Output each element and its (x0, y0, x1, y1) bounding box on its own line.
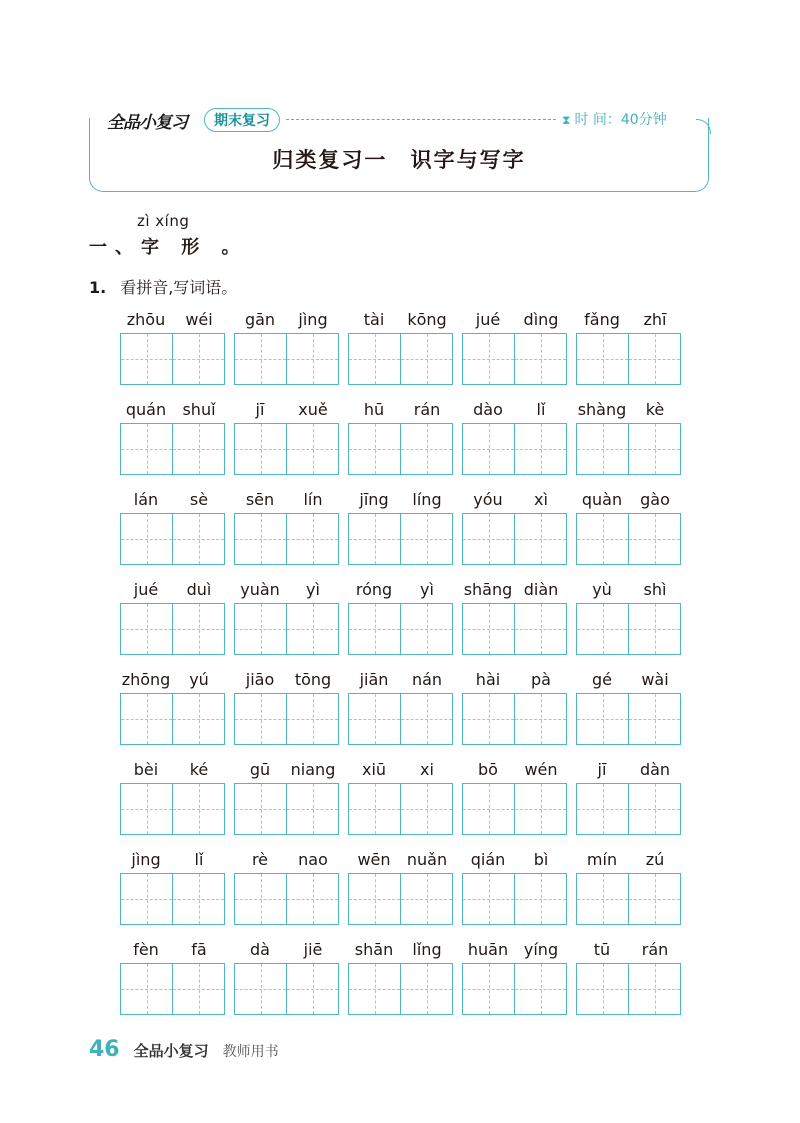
tianzige-box[interactable] (120, 963, 225, 1015)
writing-cell[interactable] (349, 334, 400, 384)
writing-cell[interactable] (577, 424, 628, 474)
writing-cell[interactable] (121, 424, 172, 474)
pinyin-syllable: shān (354, 940, 394, 959)
writing-cell[interactable] (577, 514, 628, 564)
pinyin-pair (120, 850, 225, 874)
tianzige-box[interactable] (234, 783, 339, 835)
pinyin-syllable: bì (533, 850, 549, 869)
writing-cell[interactable] (349, 424, 400, 474)
pinyin-pair (576, 490, 681, 514)
writing-cell[interactable] (172, 694, 224, 744)
pinyin-pair (234, 400, 339, 424)
pinyin-pair (234, 310, 339, 334)
writing-cell[interactable] (514, 604, 566, 654)
writing-cell[interactable] (286, 874, 338, 924)
writing-cell[interactable] (514, 334, 566, 384)
writing-cell[interactable] (514, 694, 566, 744)
pinyin-syllable: yù (592, 580, 612, 599)
pinyin-syllable: ké (189, 760, 209, 779)
pinyin-syllable: shuǐ (182, 400, 216, 419)
tianzige-box[interactable] (576, 873, 681, 925)
pinyin-syllable: jìng (131, 850, 161, 869)
pinyin-syllable: jiē (303, 940, 323, 959)
writing-cell[interactable] (628, 784, 680, 834)
pinyin-syllable: zhī (643, 310, 667, 329)
pinyin-pair (462, 760, 567, 784)
pinyin-pair (120, 400, 225, 424)
tianzige-box[interactable] (234, 333, 339, 385)
pinyin-syllable: mín (586, 850, 618, 869)
writing-cell[interactable] (463, 874, 514, 924)
writing-cell[interactable] (628, 874, 680, 924)
pinyin-syllable: rè (251, 850, 269, 869)
writing-cell[interactable] (121, 334, 172, 384)
pinyin-syllable: lǐng (412, 940, 442, 959)
tianzige-box[interactable] (576, 783, 681, 835)
writing-cell[interactable] (235, 514, 286, 564)
tianzige-box[interactable] (462, 603, 567, 655)
writing-cell[interactable] (235, 334, 286, 384)
tianzige-box[interactable] (348, 783, 453, 835)
pinyin-syllable: xiū (361, 760, 387, 779)
pinyin-pair (120, 760, 225, 784)
tianzige-box[interactable] (348, 963, 453, 1015)
pinyin-syllable: lǐ (194, 850, 204, 869)
pinyin-syllable: kōng (407, 310, 447, 329)
tianzige-box[interactable] (462, 513, 567, 565)
pinyin-syllable: yì (306, 580, 320, 599)
writing-cell[interactable] (577, 334, 628, 384)
pinyin-syllable: jīng (359, 490, 389, 509)
writing-cell[interactable] (349, 694, 400, 744)
writing-cell[interactable] (400, 694, 452, 744)
hourglass-icon: ⧗ (562, 113, 571, 127)
pinyin-pair (120, 580, 225, 604)
writing-cell[interactable] (400, 514, 452, 564)
pinyin-syllable: wéi (185, 310, 213, 329)
writing-cell[interactable] (286, 424, 338, 474)
writing-cell[interactable] (514, 964, 566, 1014)
chapter-title: 归类复习一 识字与写字 (272, 147, 526, 172)
pinyin-pair (120, 310, 225, 334)
writing-cell[interactable] (121, 604, 172, 654)
writing-cell[interactable] (628, 514, 680, 564)
writing-cell[interactable] (172, 334, 224, 384)
pinyin-syllable: lín (303, 490, 323, 509)
section-heading: 一、字 形 。 (89, 237, 248, 258)
pinyin-syllable: sēn (245, 490, 275, 509)
writing-cell[interactable] (577, 784, 628, 834)
pinyin-pair (462, 400, 567, 424)
pinyin-syllable: dào (473, 400, 503, 419)
writing-cell[interactable] (400, 874, 452, 924)
pinyin-pair (120, 940, 225, 964)
writing-cell[interactable] (463, 784, 514, 834)
pinyin-pair (348, 760, 453, 784)
pinyin-syllable: niang (290, 760, 336, 779)
pinyin-syllable: lǐ (536, 400, 546, 419)
writing-cell[interactable] (286, 514, 338, 564)
writing-cell[interactable] (628, 424, 680, 474)
pinyin-syllable: jiān (359, 670, 389, 689)
writing-cell[interactable] (463, 964, 514, 1014)
pinyin-syllable: shāng (463, 580, 513, 599)
pinyin-pair (462, 670, 567, 694)
tianzige-box[interactable] (348, 333, 453, 385)
writing-cell[interactable] (121, 694, 172, 744)
footer-book-title: 全品小复习 (133, 1042, 209, 1060)
pinyin-syllable: tū (593, 940, 611, 959)
tianzige-box[interactable] (120, 873, 225, 925)
tianzige-box[interactable] (462, 873, 567, 925)
pinyin-syllable: jī (597, 760, 607, 779)
pinyin-pair (462, 580, 567, 604)
pinyin-syllable: duì (186, 580, 212, 599)
pinyin-pair (576, 580, 681, 604)
pinyin-syllable: quán (125, 400, 167, 419)
pinyin-syllable: rán (641, 940, 669, 959)
pinyin-syllable: zhōu (126, 310, 166, 329)
pinyin-pair (576, 760, 681, 784)
writing-cell[interactable] (628, 334, 680, 384)
pinyin-syllable: gān (244, 310, 276, 329)
pinyin-syllable: yú (189, 670, 209, 689)
writing-cell[interactable] (172, 784, 224, 834)
tianzige-box[interactable] (462, 783, 567, 835)
pinyin-syllable: tōng (294, 670, 332, 689)
pinyin-pair (348, 670, 453, 694)
writing-cell[interactable] (172, 514, 224, 564)
tianzige-box[interactable] (234, 603, 339, 655)
pinyin-pair (234, 940, 339, 964)
writing-cell[interactable] (628, 964, 680, 1014)
tianzige-box[interactable] (348, 603, 453, 655)
tianzige-box[interactable] (576, 963, 681, 1015)
writing-cell[interactable] (235, 964, 286, 1014)
pinyin-syllable: qián (470, 850, 506, 869)
tianzige-box[interactable] (234, 513, 339, 565)
tianzige-box[interactable] (462, 693, 567, 745)
pinyin-pair (234, 580, 339, 604)
writing-cell[interactable] (286, 334, 338, 384)
pinyin-pair (348, 580, 453, 604)
writing-cell[interactable] (286, 784, 338, 834)
writing-cell[interactable] (235, 424, 286, 474)
writing-cell[interactable] (400, 334, 452, 384)
pinyin-syllable: zhōng (121, 670, 171, 689)
writing-cell[interactable] (121, 964, 172, 1014)
tianzige-box[interactable] (120, 603, 225, 655)
pinyin-syllable: nao (298, 850, 328, 869)
pinyin-syllable: xuě (298, 400, 328, 419)
pinyin-pair (120, 490, 225, 514)
pinyin-syllable: jìng (298, 310, 328, 329)
writing-cell[interactable] (121, 514, 172, 564)
tianzige-box[interactable] (576, 513, 681, 565)
writing-cell[interactable] (172, 424, 224, 474)
page-footer (89, 1037, 279, 1062)
pinyin-syllable: líng (412, 490, 442, 509)
pinyin-syllable: sè (189, 490, 209, 509)
tianzige-box[interactable] (576, 603, 681, 655)
writing-cell[interactable] (349, 514, 400, 564)
pinyin-syllable: huān (467, 940, 509, 959)
brand-logo: 全品小复习 (104, 108, 190, 133)
writing-cell[interactable] (235, 604, 286, 654)
tianzige-box[interactable] (234, 873, 339, 925)
writing-cell[interactable] (514, 784, 566, 834)
tianzige-box[interactable] (120, 423, 225, 475)
pinyin-syllable: lán (133, 490, 159, 509)
writing-cell[interactable] (349, 604, 400, 654)
pinyin-pair (462, 940, 567, 964)
page-number: 46 (89, 1037, 120, 1062)
pinyin-syllable: hū (363, 400, 385, 419)
pinyin-pair (234, 670, 339, 694)
writing-cell[interactable] (172, 604, 224, 654)
tianzige-box[interactable] (234, 423, 339, 475)
pinyin-syllable: wēn (357, 850, 391, 869)
tianzige-box[interactable] (348, 423, 453, 475)
writing-cell[interactable] (628, 604, 680, 654)
tianzige-box[interactable] (462, 423, 567, 475)
pinyin-pair (576, 400, 681, 424)
pinyin-pair (234, 490, 339, 514)
pinyin-pair (576, 310, 681, 334)
writing-cell[interactable] (577, 874, 628, 924)
pinyin-syllable: fǎng (584, 310, 620, 329)
writing-cell[interactable] (286, 964, 338, 1014)
pinyin-syllable: dà (250, 940, 270, 959)
writing-cell[interactable] (121, 874, 172, 924)
writing-cell[interactable] (463, 604, 514, 654)
pinyin-syllable: yóu (473, 490, 503, 509)
writing-cell[interactable] (463, 334, 514, 384)
pinyin-syllable: zú (645, 850, 665, 869)
time-label: 时 间：40分钟 (574, 112, 667, 128)
writing-cell[interactable] (514, 874, 566, 924)
writing-cell[interactable] (514, 514, 566, 564)
review-badge: 期末复习 (204, 108, 280, 132)
pinyin-pair (234, 760, 339, 784)
pinyin-pair (348, 850, 453, 874)
pinyin-syllable: fā (191, 940, 207, 959)
writing-cell[interactable] (628, 694, 680, 744)
question-text: 看拼音,写词语。 (120, 278, 238, 297)
pinyin-syllable: shàng (577, 400, 627, 419)
pinyin-syllable: nuǎn (406, 850, 448, 869)
writing-cell[interactable] (400, 424, 452, 474)
pinyin-syllable: kè (645, 400, 665, 419)
section-pinyin: zì xíng (137, 212, 190, 230)
pinyin-pair (462, 310, 567, 334)
pinyin-syllable: gé (592, 670, 612, 689)
pinyin-pair (462, 850, 567, 874)
writing-cell[interactable] (349, 784, 400, 834)
pinyin-syllable: xi (420, 760, 434, 779)
writing-cell[interactable] (172, 964, 224, 1014)
pinyin-syllable: jué (475, 310, 501, 329)
tianzige-box[interactable] (348, 873, 453, 925)
writing-cell[interactable] (286, 604, 338, 654)
pinyin-pair (120, 670, 225, 694)
footer-edition: 教师用书 (222, 1044, 279, 1060)
writing-cell[interactable] (577, 964, 628, 1014)
pinyin-pair (348, 400, 453, 424)
tianzige-box[interactable] (576, 423, 681, 475)
pinyin-syllable: jiāo (245, 670, 275, 689)
pinyin-pair (348, 490, 453, 514)
pinyin-syllable: tài (363, 310, 385, 329)
writing-cell[interactable] (577, 694, 628, 744)
pinyin-pair (576, 670, 681, 694)
writing-cell[interactable] (172, 874, 224, 924)
pinyin-syllable: shì (643, 580, 667, 599)
pinyin-syllable: bèi (133, 760, 159, 779)
writing-cell[interactable] (463, 514, 514, 564)
pinyin-syllable: fèn (133, 940, 159, 959)
pinyin-syllable: jué (133, 580, 159, 599)
pinyin-pair (348, 310, 453, 334)
pinyin-syllable: rán (413, 400, 441, 419)
tianzige-box[interactable] (462, 963, 567, 1015)
tianzige-box[interactable] (234, 963, 339, 1015)
pinyin-syllable: gào (640, 490, 670, 509)
writing-cell[interactable] (514, 424, 566, 474)
pinyin-syllable: róng (355, 580, 393, 599)
tianzige-box[interactable] (120, 693, 225, 745)
pinyin-pair (348, 940, 453, 964)
tianzige-box[interactable] (576, 693, 681, 745)
tianzige-box[interactable] (462, 333, 567, 385)
pinyin-syllable: bō (478, 760, 498, 779)
tianzige-box[interactable] (576, 333, 681, 385)
writing-cell[interactable] (463, 424, 514, 474)
pinyin-syllable: pà (531, 670, 551, 689)
writing-cell[interactable] (463, 694, 514, 744)
pinyin-syllable: hài (475, 670, 501, 689)
writing-cell[interactable] (235, 874, 286, 924)
pinyin-syllable: dìng (523, 310, 559, 329)
pinyin-syllable: yì (420, 580, 434, 599)
pinyin-syllable: yíng (523, 940, 559, 959)
writing-cell[interactable] (121, 784, 172, 834)
pinyin-syllable: jī (255, 400, 265, 419)
pinyin-syllable: quàn (581, 490, 623, 509)
pinyin-syllable: dàn (639, 760, 671, 779)
writing-cell[interactable] (349, 964, 400, 1014)
tianzige-box[interactable] (120, 783, 225, 835)
tianzige-box[interactable] (348, 513, 453, 565)
writing-cell[interactable] (235, 694, 286, 744)
tianzige-box[interactable] (348, 693, 453, 745)
writing-cell[interactable] (577, 604, 628, 654)
pinyin-syllable: wài (641, 670, 669, 689)
pinyin-syllable: diàn (523, 580, 559, 599)
question-number: 1. (89, 278, 107, 297)
writing-cell[interactable] (349, 874, 400, 924)
pinyin-pair (234, 850, 339, 874)
writing-cell[interactable] (400, 784, 452, 834)
pinyin-syllable: gū (249, 760, 271, 779)
pinyin-pair (576, 850, 681, 874)
pinyin-syllable: yuàn (240, 580, 280, 599)
tianzige-box[interactable] (234, 693, 339, 745)
pinyin-syllable: xì (534, 490, 548, 509)
writing-cell[interactable] (286, 694, 338, 744)
pinyin-pair (462, 490, 567, 514)
pinyin-syllable: nán (411, 670, 443, 689)
pinyin-syllable: wén (524, 760, 558, 779)
tianzige-box[interactable] (120, 333, 225, 385)
writing-cell[interactable] (235, 784, 286, 834)
tianzige-box[interactable] (120, 513, 225, 565)
pinyin-pair (576, 940, 681, 964)
writing-cell[interactable] (400, 604, 452, 654)
writing-cell[interactable] (400, 964, 452, 1014)
